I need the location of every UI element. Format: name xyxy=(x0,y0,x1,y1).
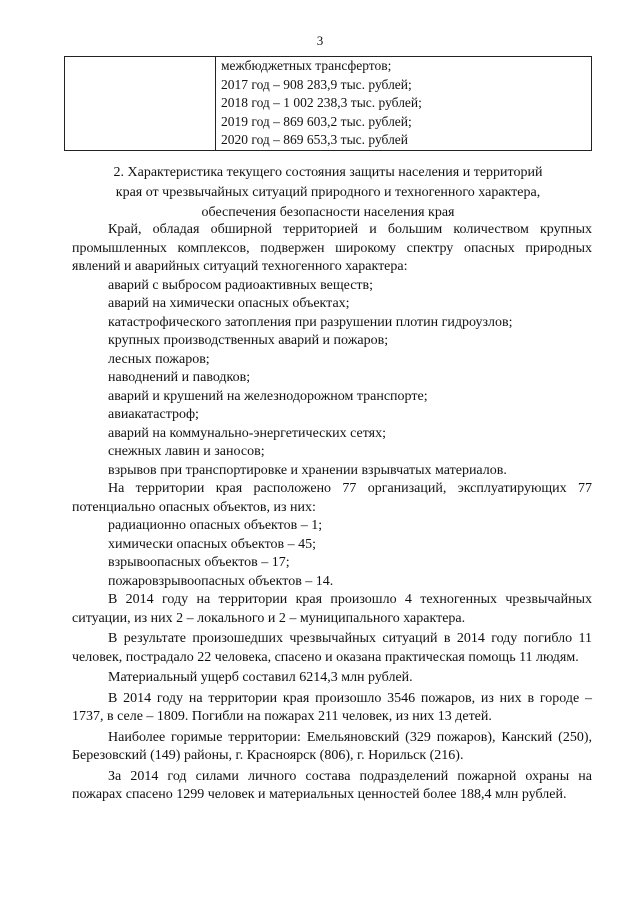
table-cell-empty xyxy=(65,57,216,151)
hazard-item: аварий и крушений на железнодорожном транспорте; xyxy=(108,388,428,404)
rescued-paragraph: За 2014 год силами личного состава подразделений пожарной охраны на пожарах спасено 1299 человек и материальных ценностей более 188,4 млн рублей. xyxy=(72,768,592,802)
object-item: химически опасных объектов – 45; xyxy=(108,536,317,552)
section-heading-line: обеспечения безопасности населения края xyxy=(201,205,455,220)
casualties-paragraph: В результате произошедших чрезвычайных ситуаций в 2014 году погибло 11 человек, пострадало 22 человека, спасено и оказана практическая помощь 11 людям. xyxy=(72,631,592,665)
funding-line: 2017 год – 908 283,9 тыс. рублей; xyxy=(221,76,412,92)
funding-line: 2020 год – 869 653,3 тыс. рублей xyxy=(221,132,409,148)
hazard-item: взрывов при транспортировке и хранении взрывчатых материалов. xyxy=(108,462,507,478)
hazard-item: аварий на коммунально-энергетических сетях; xyxy=(108,425,387,441)
hazard-item: крупных производственных аварий и пожаров; xyxy=(108,333,389,348)
object-item: пожаровзрывоопасных объектов – 14. xyxy=(108,573,334,589)
page-number: 3 xyxy=(316,33,324,48)
hazard-item: снежных лавин и заносов; xyxy=(108,444,265,459)
objects-intro-paragraph: На территории края расположено 77 организаций, эксплуатирующих 77 потенциально опасных объектов, из них: xyxy=(72,481,592,515)
emergencies-paragraph: В 2014 году на территории края произошло 4 техногенных чрезвычайных ситуации, из них 2 – локального и 2 – муниципального характера. xyxy=(72,592,592,626)
funding-line: 2019 год – 869 603,2 тыс. рублей; xyxy=(221,113,412,129)
funding-table xyxy=(64,56,592,151)
object-item: радиационно опасных объектов – 1; xyxy=(108,518,323,533)
damage-paragraph: Материальный ущерб составил 6214,3 млн рублей. xyxy=(108,670,413,685)
fires-paragraph: В 2014 году на территории края произошло 3546 пожаров, из них в городе – 1737, в селе – 1809. Погибли на пожарах 211 человек, из них 13 детей. xyxy=(72,690,592,724)
hazard-item: лесных пожаров; xyxy=(108,351,210,367)
hazard-item: аварий на химически опасных объектах; xyxy=(108,296,350,311)
hazard-item: катастрофического затопления при разрушении плотин гидроузлов; xyxy=(108,314,513,330)
hazard-item: наводнений и паводков; xyxy=(108,370,251,385)
section-body xyxy=(72,221,592,805)
object-item: взрывоопасных объектов – 17; xyxy=(108,555,290,570)
table-row xyxy=(65,57,592,151)
section-heading-line: края от чрезвычайных ситуаций природного и техногенного характера, xyxy=(115,185,541,200)
funding-line: 2018 год – 1 002 238,3 тыс. рублей; xyxy=(221,95,422,111)
intro-paragraph: Край, обладая обширной территорией и большим количеством крупных промышленных комплексов, подвержен широкому спектру опасных природных явлений и аварийных ситуаций техногенного характера: xyxy=(72,222,592,274)
funding-line: межбюджетных трансфертов; xyxy=(221,58,392,73)
hazard-item: авиакатастроф; xyxy=(108,407,199,422)
table-cell-funding xyxy=(216,57,592,151)
section-heading xyxy=(64,163,592,223)
section-heading-line: 2. Характеристика текущего состояния защиты населения и территорий xyxy=(113,165,543,180)
territories-paragraph: Наиболее горимые территории: Емельяновский (329 пожаров), Канский (250), Березовский (149) районы, г. Красноярск (806), г. Норильск (216). xyxy=(72,729,592,763)
hazard-item: аварий с выбросом радиоактивных веществ; xyxy=(108,277,374,293)
